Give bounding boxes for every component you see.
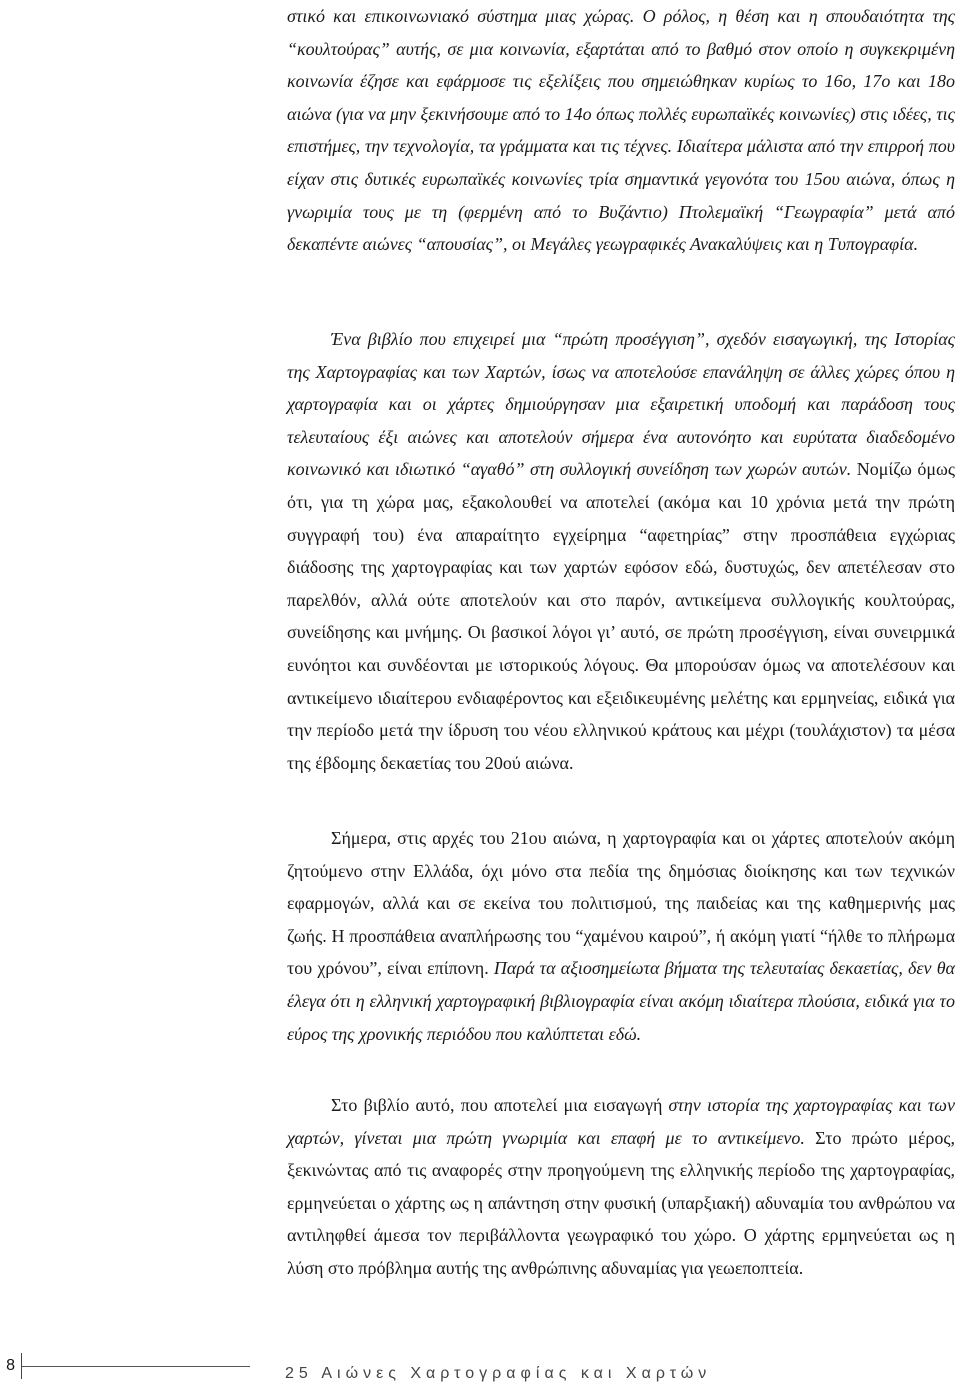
paragraph-3-segment: Σήμερα, στις αρχές του 21ου αιώνα, η χαρτογραφία και οι χάρτες αποτελούν ακόμη ζητούμενο στην Ελλάδα, όχι μόνο στα πεδία της δημόσιας διοίκησης και των τεχνικών εφαρμογών, αλλά και σε εκείνα του πολιτισμού, της παιδείας και της καθημερινής μας ζωής. Η προσπάθεια αναπλήρωσης του “χαμένου καιρού”, ή ακόμη γιατί “ήλθε το πλήρωμα του χρόνου”, είναι επίπονη. [287,828,955,979]
paragraph-4-segment: Στο βιβλίο αυτό, που αποτελεί μια εισαγωγή [331,1095,663,1115]
paragraph-4-segment: Στο πρώτο μέρος, ξεκινώντας από τις αναφορές στην προηγούμενη της ελληνικής περίοδο της χαρτογραφίας, ερμηνεύεται ο χάρτης ως η απάντηση στην φυσική (υπαρξιακή) αδυναμία του ανθρώπου να αντιληφθεί άμεσα τον περιβάλλοντα γεωγραφικό του χώρο. Ο χάρτης ερμηνεύεται ως η λύση στο πρόβλημα αυτής της ανθρώπινης αδυναμίας για γεωεποπτεία. [287,1127,955,1278]
paragraph-3 [287,822,955,1050]
paragraph-1 [287,0,955,261]
paragraph-4-segment: στην ιστορία της χαρτογραφίας και των χαρτών, γίνεται μια πρώτη γνωριμία και επαφή με το αντικείμενο. [287,1095,956,1148]
paragraph-1-segment: στικό και επικοινωνιακό σύστημα μιας χώρας. Ο ρόλος, η θέση και η σπουδαιότητα της “κουλτούρας” αυτής, σε μια κοινωνία, εξαρτάται από το βαθμό στον οποίο η συγκεκριμένη κοινωνία έζησε και εφάρμοσε τις εξελίξεις που σημειώθηκαν κυρίως το 16ο, 17ο και 18ο αιώνα (για να μην ξεκινήσουμε από το 14ο όπως πολλές ευρωπαϊκές κοινωνίες) στις ιδέες, τις επιστήμες, την τεχνολογία, τα γράμματα και τις τέχνες. Ιδιαίτερα μάλιστα από την επιρροή που είχαν στις δυτικές ευρωπαϊκές κοινωνίες τρία σημαντικά γεγονότα του 15ου αιώνα, όπως η γνωριμία τους με τη (φερμένη από το Βυζάντιο) Πτολεμαϊκή “Γεωγραφία” μετά από δεκαπέντε αιώνες “απουσίας”, οι Μεγάλες γεωγραφικές Ανακαλύψεις και η Τυπογραφία. [287,6,955,255]
paragraph-2-segment: Νομίζω όμως ότι, για τη χώρα μας, εξακολουθεί να αποτελεί (ακόμα και 10 χρόνια μετά την πρώτη συγγραφή του) ένα απαραίτητο εγχείρημα “αφετηρίας” στην προσπάθεια εγχώριας διάδοσης της χαρτογραφίας και των χαρτών εφόσον εδώ, δυστυχώς, δεν απετέλεσαν στο παρελθόν, αλλά ούτε αποτελούν και στο παρόν, αντικείμενα συλλογικής κουλτούρας, συνείδησης και μνήμης. Οι βασικοί λόγοι γι’ αυτό, σε πρώτη προσέγγιση, είναι συνειρμικά ευνόητοι και συνδέονται με ιστορικούς λόγους. Θα μπορούσαν όμως να αποτελέσουν και αντικείμενο ιδιαίτερου ενδιαφέροντος και εξειδικευμένης μελέτης και ερμηνείας, ειδικά για την περίοδο μετά την ίδρυση του νέου ελληνικού κράτους και μέχρι (τουλάχιστον) τα μέσα της έβδομης δεκαετίας του 20ού αιώνα. [287,459,955,773]
footer-rule [22,1366,250,1367]
paragraph-4 [287,1089,955,1285]
paragraph-3-segment: Παρά τα αξιοσημείωτα βήματα της τελευταίας δεκαετίας, δεν θα έλεγα ότι η ελληνική χαρτογραφική βιβλιογραφία είναι ακόμη ιδιαίτερα πλούσια, ειδικά για το εύρος της χρονικής περιόδου που καλύπτεται εδώ. [287,958,956,1044]
page-number: 8 [0,1353,22,1379]
running-title: 25 Αιώνες Χαρτογραφίας και Χαρτών [285,1365,712,1382]
paragraph-2-segment: Ένα βιβλίο που επιχειρεί μια “πρώτη προσέγγιση”, σχεδόν εισαγωγική, της Ιστορίας της Χαρτογραφίας και των Χαρτών, ίσως να αποτελούσε επανάληψη σε άλλες χώρες όπου η χαρτογραφία και οι χάρτες δημιούργησαν μια εξαιρετική υποδομή και παράδοση τους τελευταίους έξι αιώνες και αποτελούν σήμερα ένα αυτονόητο και ευρύτατα διαδεδομένο κοινωνικό και ιδιωτικό “αγαθό” στη συλλογική συνείδηση των χωρών αυτών. [287,329,955,480]
paragraph-2 [287,323,955,779]
